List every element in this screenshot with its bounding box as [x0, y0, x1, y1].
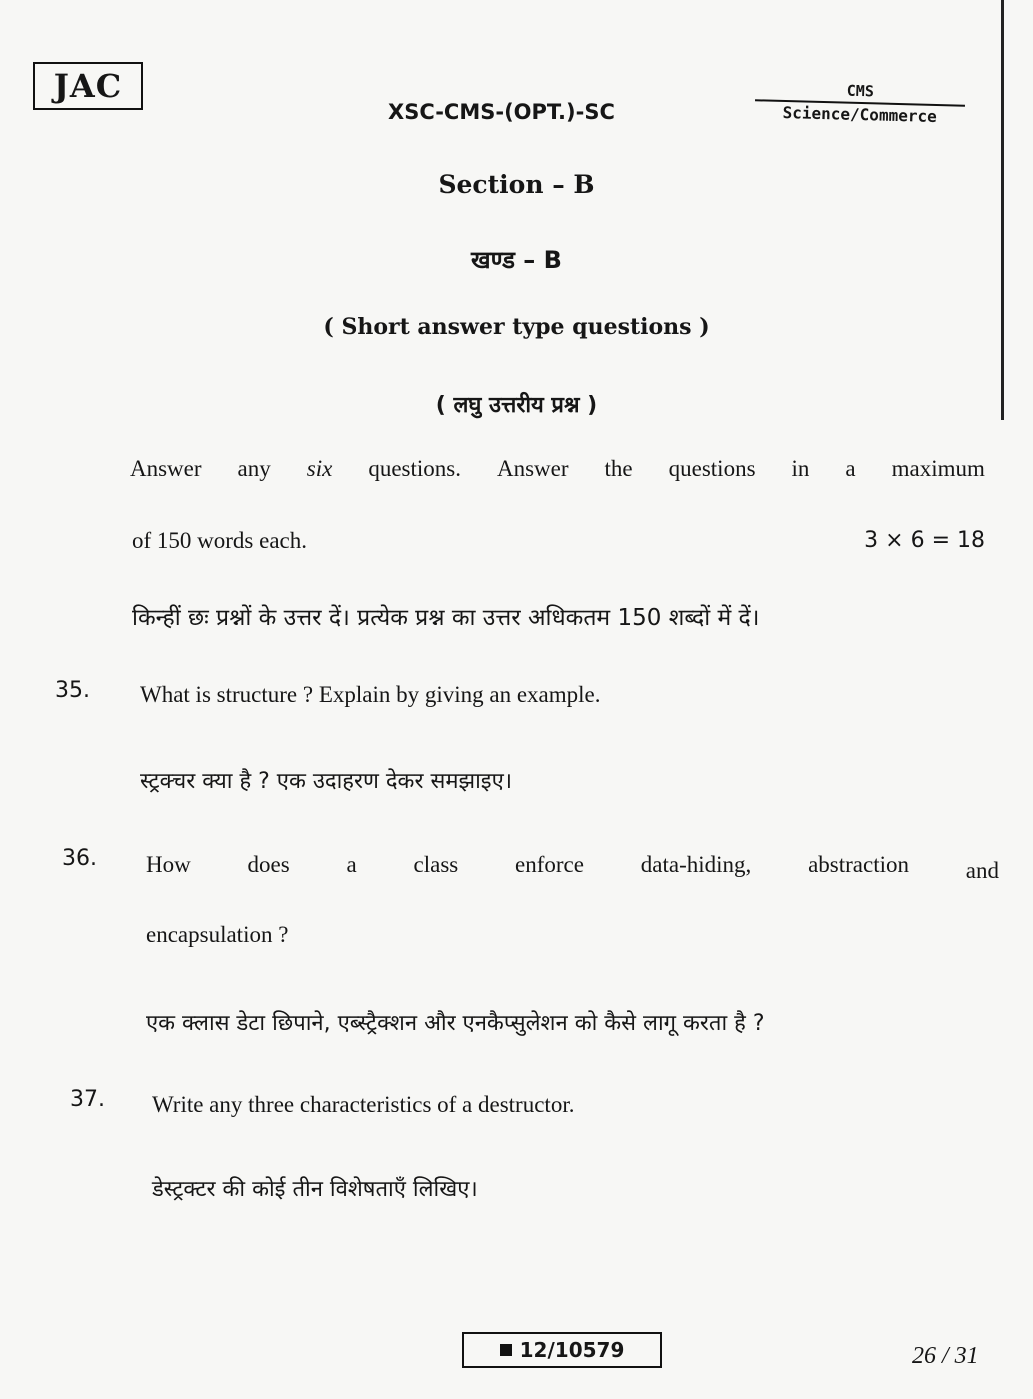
instruction-word: maximum: [891, 456, 985, 481]
section-title-hindi: खण्ड – B: [471, 246, 562, 274]
question-hindi-37: डेस्ट्रक्टर की कोई तीन विशेषताएँ लिखिए।: [152, 1177, 478, 1202]
square-bullet-icon: [500, 1344, 512, 1356]
subject-code: CMS: [846, 81, 875, 101]
question-hindi-35: स्ट्रक्चर क्या है ? एक उदाहरण देकर समझाइए।: [140, 769, 513, 794]
question-text-36-line-2: encapsulation ?: [146, 922, 289, 947]
question-word: abstraction: [808, 852, 909, 877]
question-number-36: 36.: [62, 846, 97, 871]
section-title: Section – B: [438, 170, 595, 199]
question-text-36-line-1: [146, 852, 999, 883]
instruction-word-emphasis: six: [306, 456, 333, 481]
instruction-word: questions: [668, 456, 756, 481]
question-word: class: [413, 852, 459, 877]
instruction-word: questions.: [368, 456, 461, 481]
section-type: ( Short answer type questions ): [323, 314, 710, 340]
instruction-hindi: किन्हीं छः प्रश्नों के उत्तर दें। प्रत्येक प्रश्न का उत्तर अधिकतम 150 शब्दों में दें।: [132, 605, 760, 631]
question-word: How: [146, 852, 191, 877]
question-number-37: 37.: [70, 1087, 105, 1112]
question-hindi-36: एक क्लास डेटा छिपाने, एब्स्ट्रैक्शन और एनकैप्सुलेशन को कैसे लागू करता है ?: [146, 1011, 765, 1036]
question-number-35: 35.: [55, 678, 90, 703]
instruction-word: in: [791, 456, 810, 481]
instruction-word: a: [845, 456, 856, 481]
instruction-line-1: [130, 456, 985, 482]
instruction-word: the: [604, 456, 633, 481]
section-type-hindi: ( लघु उत्तरीय प्रश्न ): [435, 393, 598, 418]
board-logo-box: [33, 62, 143, 110]
page-edge-line: [1001, 0, 1004, 420]
instruction-word: Answer: [130, 456, 202, 481]
question-word: does: [247, 852, 290, 877]
board-logo-text: JAC: [53, 67, 123, 105]
roll-code-box: [462, 1332, 662, 1368]
question-word: and: [965, 858, 999, 883]
marks-distribution: 3 × 6 = 18: [864, 528, 985, 553]
instruction-line-2: [132, 528, 985, 554]
question-word: enforce: [515, 852, 584, 877]
paper-code: XSC-CMS-(OPT.)-SC: [388, 100, 615, 124]
question-word: data-hiding,: [640, 852, 752, 877]
instruction-word: Answer: [496, 456, 569, 481]
subject-stream-block: [754, 79, 965, 126]
question-word: a: [346, 852, 357, 877]
page-number: 26 / 31: [912, 1343, 979, 1369]
roll-code: 12/10579: [519, 1338, 625, 1362]
stream-label: Science/Commerce: [754, 99, 965, 126]
question-text-37: Write any three characteristics of a destructor.: [152, 1092, 575, 1117]
instruction-word-limit: of 150 words each.: [132, 528, 308, 553]
instruction-word: any: [237, 456, 271, 481]
question-text-35: What is structure ? Explain by giving an example.: [140, 682, 601, 707]
